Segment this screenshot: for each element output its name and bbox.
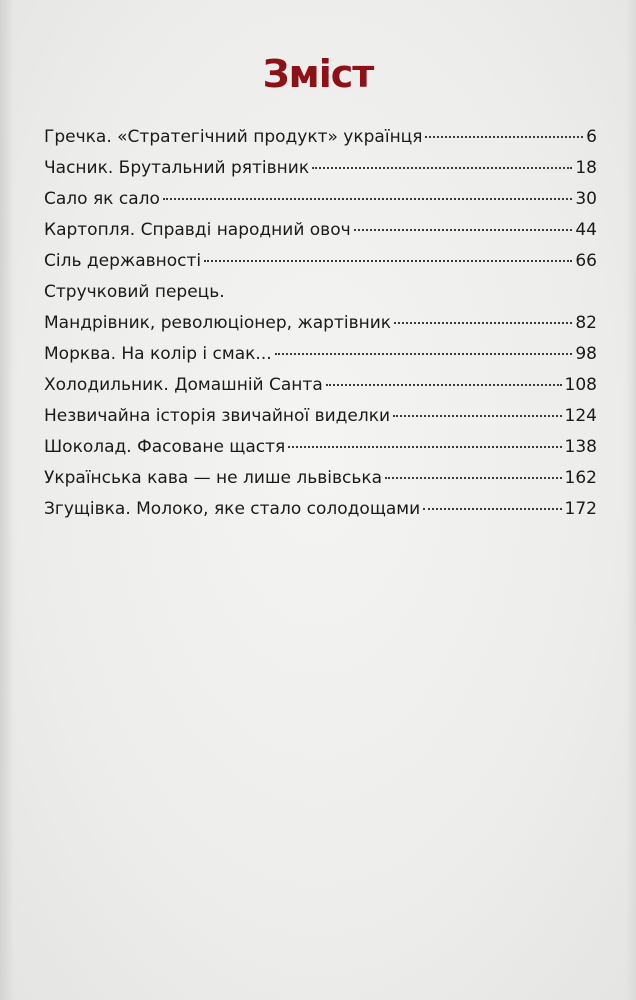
toc-page-number: 98 (575, 344, 597, 364)
toc-page-number: 108 (564, 375, 597, 395)
toc-entry-title-line1: Стручковий перець. (44, 282, 225, 302)
page-edge-shadow-right (626, 0, 636, 1000)
toc-entry-title: Шоколад. Фасоване щастя (44, 437, 286, 457)
dot-leader (385, 477, 561, 479)
toc-entry (44, 122, 597, 153)
toc-page-number: 124 (564, 406, 597, 426)
toc-entry-title: Картопля. Справді народний овоч (44, 220, 351, 240)
dot-leader (394, 322, 572, 324)
toc-page-number: 66 (575, 251, 597, 271)
dot-leader (326, 384, 562, 386)
toc-entry (44, 401, 597, 432)
toc-entry (44, 432, 597, 463)
toc-entry-title: Українська кава — не лише львівська (44, 468, 383, 488)
toc-page-number: 162 (564, 468, 597, 488)
toc-entry (44, 215, 597, 246)
toc-entry-title: Часник. Брутальний рятівник (44, 158, 310, 178)
toc-entry (44, 339, 597, 370)
toc-page-number: 172 (564, 499, 597, 519)
toc-entry (44, 153, 597, 184)
dot-leader (204, 260, 572, 262)
dot-leader (163, 198, 572, 200)
page-title: Зміст (262, 52, 374, 96)
page-edge-shadow-left (0, 0, 14, 1000)
toc-entry (44, 463, 597, 494)
toc-page-number: 18 (575, 158, 597, 178)
toc-entry-title: Сало як сало (44, 189, 160, 209)
toc-page-number: 30 (575, 189, 597, 209)
dot-leader (423, 508, 561, 510)
toc-entry-title: Морква. На колір і смак... (44, 344, 272, 364)
dot-leader (275, 353, 573, 355)
toc-entry-title: Гречка. «Стратегічний продукт» українця (44, 127, 423, 147)
toc-page-number: 44 (575, 220, 597, 240)
dot-leader (288, 446, 561, 448)
toc-entry (44, 184, 597, 215)
table-of-contents (44, 122, 597, 525)
toc-entry-title: Мандрівник, революціонер, жартівник (44, 313, 392, 333)
dot-leader (354, 229, 573, 231)
toc-entry-title: Холодильник. Домашній Санта (44, 375, 323, 395)
toc-entry (44, 370, 597, 401)
toc-page-number: 82 (575, 313, 597, 333)
toc-entry (44, 246, 597, 277)
toc-entry (44, 494, 597, 525)
dot-leader (312, 167, 572, 169)
toc-entry-title: Сіль державності (44, 251, 202, 271)
dot-leader (393, 415, 562, 417)
toc-entry-title: Згущівка. Молоко, яке стало солодощами (44, 499, 421, 519)
toc-entry-title: Незвичайна історія звичайної виделки (44, 406, 391, 426)
toc-entry (44, 277, 597, 339)
toc-page-number: 6 (586, 127, 597, 147)
toc-page-number: 138 (564, 437, 597, 457)
dot-leader (425, 136, 583, 138)
